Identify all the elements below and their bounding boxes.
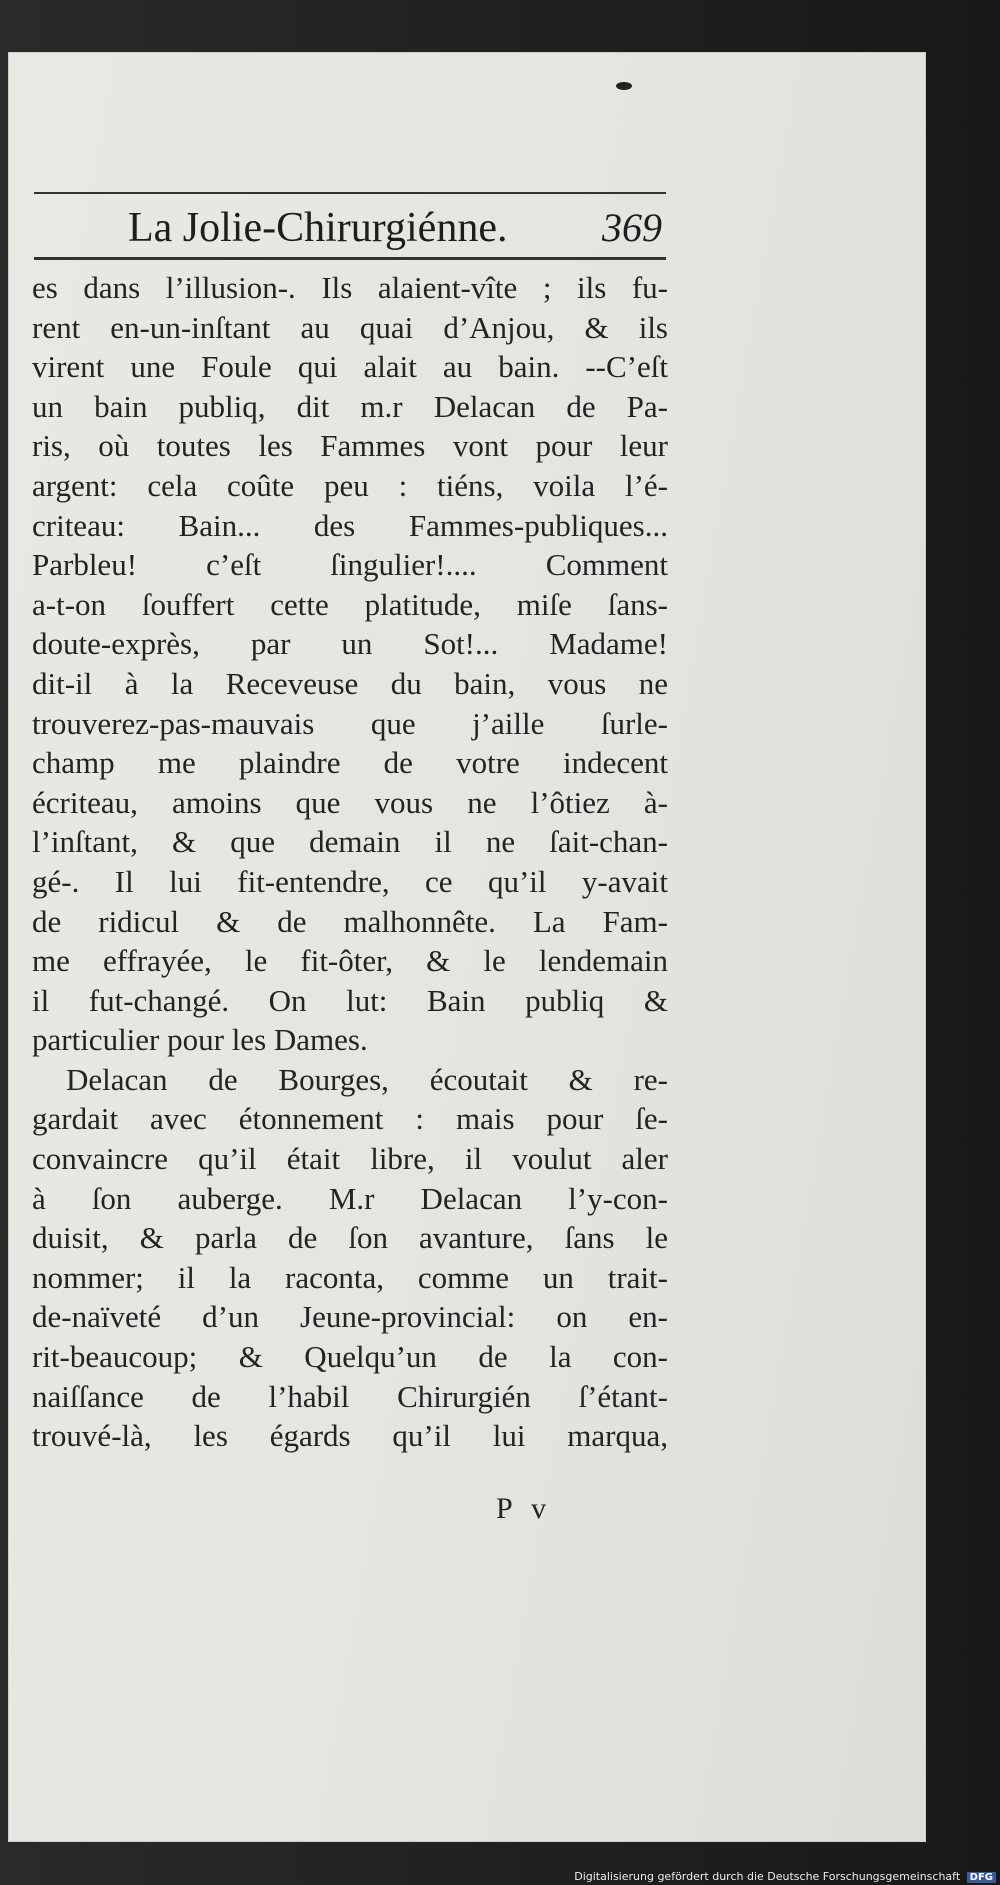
text-line: convaincre qu’il était libre, il voulut aler bbox=[32, 1141, 668, 1177]
text-line: ris, où toutes les Fammes vont pour leur bbox=[32, 428, 668, 464]
text-line: es dans l’illusion-. Ils alaient-vîte ; ils fu- bbox=[32, 270, 668, 305]
ink-spot bbox=[616, 82, 632, 90]
page-number: 369 bbox=[602, 205, 662, 250]
text-line: trouvé-là, les égards qu’il lui marqua, bbox=[32, 1418, 668, 1454]
book-page bbox=[8, 52, 926, 1842]
text-line: gardait avec étonnement : mais pour ſe- bbox=[32, 1101, 668, 1137]
text-line: champ me plaindre de votre indecent bbox=[32, 745, 668, 781]
text-line: a-t-on ſouffert cette platitude, miſe ſans- bbox=[32, 586, 668, 622]
text-line: particulier pour les Dames. bbox=[32, 1022, 368, 1058]
text-line: Parbleu! c’eſt ſingulier!.... Comment bbox=[32, 547, 668, 583]
text-line: de-naïveté d’un Jeune-provincial: on en- bbox=[32, 1299, 668, 1335]
text-line: à ſon auberge. M.r Delacan l’y-con- bbox=[32, 1180, 668, 1216]
text-line: doute-exprès, par un Sot!... Madame! bbox=[32, 626, 668, 662]
catchword: P v bbox=[496, 1492, 553, 1525]
text-line: rent en-un-inſtant au quai d’Anjou, & ils bbox=[32, 309, 668, 345]
body-text bbox=[32, 268, 668, 1456]
dfg-logo: DFG bbox=[967, 1872, 996, 1883]
text-line: écriteau, amoins que vous ne l’ôtiez à- bbox=[32, 784, 668, 820]
text-line: nommer; il la raconta, comme un trait- bbox=[32, 1259, 668, 1295]
text-line: virent une Foule qui alait au bain. --C’eſt bbox=[32, 349, 668, 385]
text-line: un bain publiq, dit m.r Delacan de Pa- bbox=[32, 388, 668, 424]
header-rule-top bbox=[34, 192, 666, 194]
text-line: criteau: Bain... des Fammes-publiques... bbox=[32, 507, 668, 543]
text-line: il fut-changé. On lut: Bain publiq & bbox=[32, 982, 668, 1018]
running-head-title: La Jolie-Chirurgiénne. bbox=[128, 205, 508, 251]
text-line: l’inſtant, & que demain il ne ſait-chan- bbox=[32, 824, 668, 860]
text-line: gé-. Il lui fit-entendre, ce qu’il y-avait bbox=[32, 863, 668, 899]
credit-text: Digitalisierung gefördert durch die Deutsche Forschungsgemeinschaft bbox=[574, 1870, 961, 1883]
header-rule-bottom bbox=[34, 257, 666, 260]
text-line: naiſſance de l’habil Chirurgién ſ’étant- bbox=[32, 1378, 668, 1414]
text-line: Delacan de Bourges, écoutait & re- bbox=[66, 1061, 668, 1097]
digitization-credit bbox=[574, 1870, 996, 1883]
text-line: duisit, & parla de ſon avanture, ſans le bbox=[32, 1220, 668, 1256]
text-line: rit-beaucoup; & Quelqu’un de la con- bbox=[32, 1339, 668, 1375]
text-line: trouverez-pas-mauvais que j’aille ſurle- bbox=[32, 705, 668, 741]
text-line: me effrayée, le fit-ôter, & le lendemain bbox=[32, 943, 668, 979]
text-line: dit-il à la Receveuse du bain, vous ne bbox=[32, 665, 668, 701]
running-head bbox=[34, 202, 666, 254]
text-line: de ridicul & de malhonnête. La Fam- bbox=[32, 903, 668, 939]
text-line: argent: cela coûte peu : tiéns, voila l’é- bbox=[32, 467, 668, 503]
